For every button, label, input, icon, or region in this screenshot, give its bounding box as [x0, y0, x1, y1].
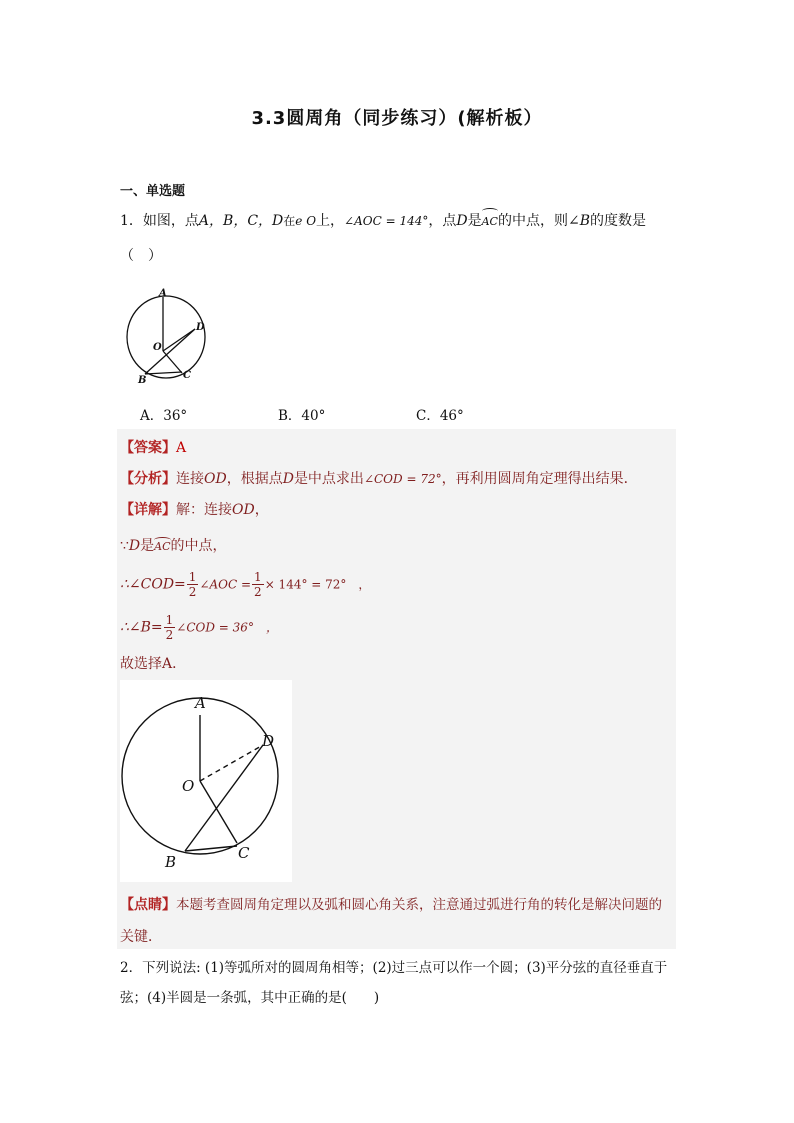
question-number: 1．: [120, 213, 143, 229]
fraction-half: $\frac{1}{2}$: [188, 570, 197, 599]
question-2-line-1: 2．下列说法: (1)等弧所对的圆周角相等；(2)过三点可以作一个圆；(3)平分弦的直径垂直于: [120, 960, 668, 976]
label-O: O: [153, 342, 162, 353]
circle-outline: [127, 296, 205, 378]
fraction-half: $\frac{1}{2}$: [254, 570, 262, 599]
comment-line-2: 关键．: [120, 929, 162, 945]
label-D: D: [262, 732, 275, 750]
label-B: B: [138, 375, 147, 386]
detail-line-5: 故选择A．: [120, 656, 187, 672]
detail-line-4: ∴∠B= $\frac{1}{2}$ ∠COD = 36° ，: [120, 613, 278, 642]
section-heading: 一、单选题: [120, 184, 186, 199]
detail-tag: 【详解】: [120, 502, 176, 518]
large-circle-figure: [120, 680, 292, 882]
arc-notation: AC: [482, 211, 498, 233]
label-O: O: [182, 777, 195, 795]
option-a[interactable]: A．36°: [140, 408, 188, 424]
small-circle-figure: [120, 286, 220, 386]
answer-paren: （ ）: [120, 248, 162, 264]
analysis-tag: 【分析】: [120, 471, 176, 487]
label-A: A: [195, 694, 206, 712]
label-C: C: [238, 844, 250, 862]
question-2-line-2: 弦；(4)半圆是一条弧，其中正确的是( ): [120, 990, 380, 1006]
label-D: D: [196, 322, 205, 333]
label-B: B: [165, 853, 177, 871]
question-1: 1．如图，点A，B，C，D在e O上，∠AOC = 144°，点D是AC的中点，则∠B的度数是: [120, 210, 646, 233]
option-c[interactable]: C．46°: [416, 408, 464, 424]
analysis-line: 【分析】连接OD，根据点D是中点求出∠COD = 72°，再利用圆周角定理得出结果．: [120, 471, 638, 487]
label-C: C: [183, 370, 191, 381]
answer-tag: 【答案】: [120, 440, 176, 456]
answer-value: A: [176, 440, 187, 456]
comment-tag: 【点睛】: [120, 897, 176, 913]
label-A: A: [159, 288, 167, 299]
page-title: 3.3圆周角（同步练习）(解析板）: [251, 108, 543, 129]
comment-line-1: 【点睛】本题考查圆周角定理以及弧和圆心角关系，注意通过弧进行角的转化是解决问题的: [120, 897, 662, 913]
fraction-half: $\frac{1}{2}$: [165, 613, 174, 642]
detail-line-1: 【详解】解：连接OD，: [120, 502, 269, 518]
answer-line: [120, 437, 186, 457]
detail-line-2: ∵D是AC的中点，: [120, 538, 227, 554]
detail-line-3: ∴∠COD= $\frac{1}{2}$ ∠AOC = $\frac{1}{2}$ × 144° = 72° ，: [120, 570, 371, 599]
option-b[interactable]: B．40°: [278, 408, 326, 424]
